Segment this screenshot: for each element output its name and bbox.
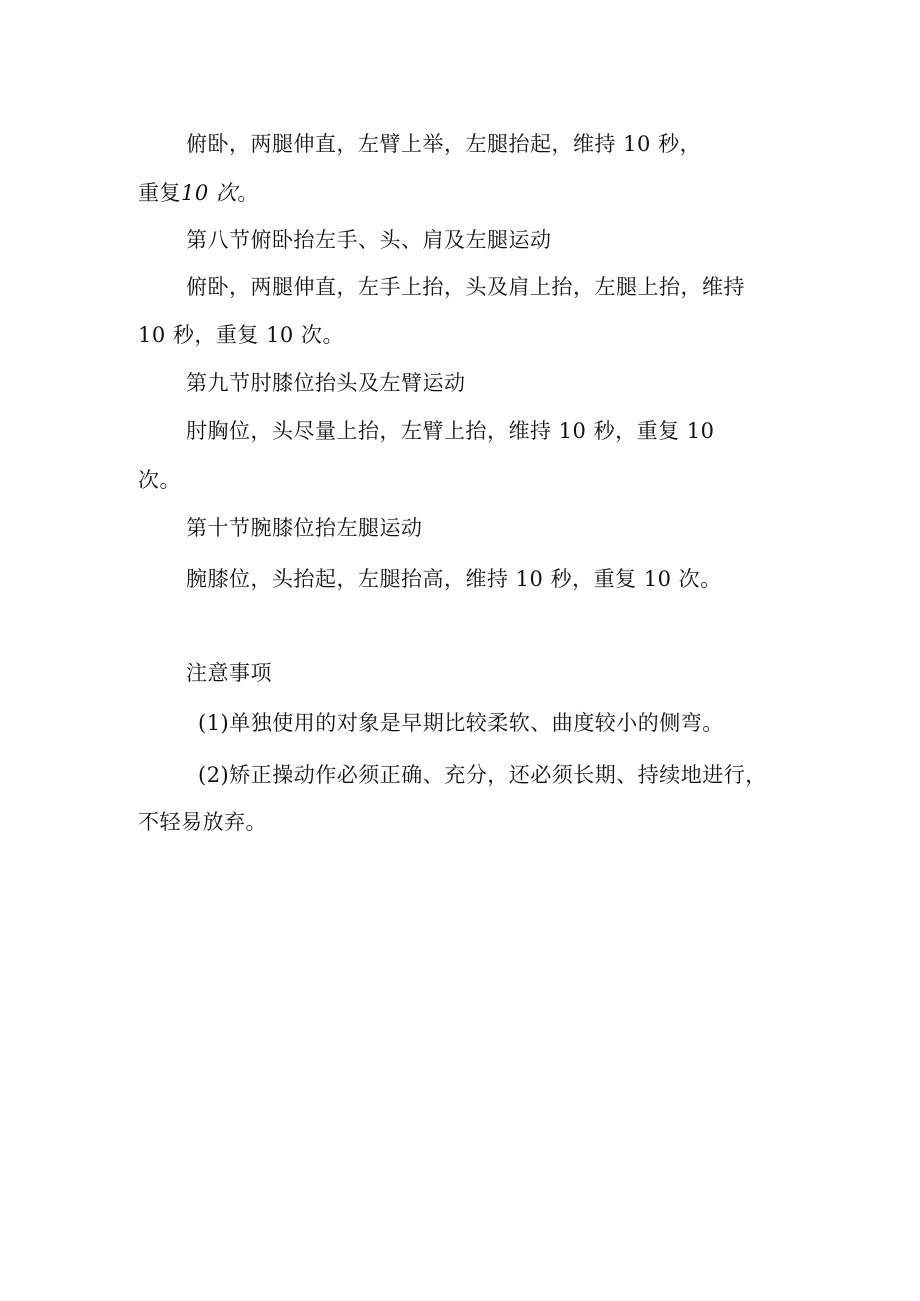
notes-item1: (1)单独使用的对象是早期比较柔软、曲度较小的侧弯。 (198, 711, 724, 735)
section9-heading: 第九节肘膝位抬头及左臂运动 (186, 371, 466, 395)
notes-item2-line1: (2)矫正操动作必须正确、充分，还必须长期、持续地进行， (198, 763, 767, 787)
section10-heading: 第十节腕膝位抬左腿运动 (186, 516, 423, 540)
section7-body-line2-suffix: 。 (237, 181, 259, 205)
section7-body-line2 (138, 180, 259, 206)
section7-body-line2-prefix: 重复 (138, 181, 181, 205)
section9-body-line2: 次。 (138, 468, 181, 492)
section9-body-line1: 肘胸位，头尽量上抬，左臂上抬，维持 10 秒，重复 10 (186, 419, 715, 443)
section8-heading: 第八节俯卧抬左手、头、肩及左腿运动 (186, 228, 552, 252)
notes-item2-line2: 不轻易放弃。 (138, 810, 267, 834)
section7-body-line1: 俯卧，两腿伸直，左臂上举，左腿抬起，维持 10 秒， (186, 132, 702, 156)
section8-body-line1: 俯卧，两腿伸直，左手上抬，头及肩上抬，左腿上抬，维持 (186, 275, 745, 299)
section7-body-line2-italic: 10 次 (181, 181, 238, 205)
section10-body-line1: 腕膝位，头抬起，左腿抬高，维持 10 秒，重复 10 次。 (186, 567, 722, 591)
section8-body-line2: 10 秒，重复 10 次。 (138, 323, 344, 347)
notes-heading: 注意事项 (186, 661, 272, 685)
